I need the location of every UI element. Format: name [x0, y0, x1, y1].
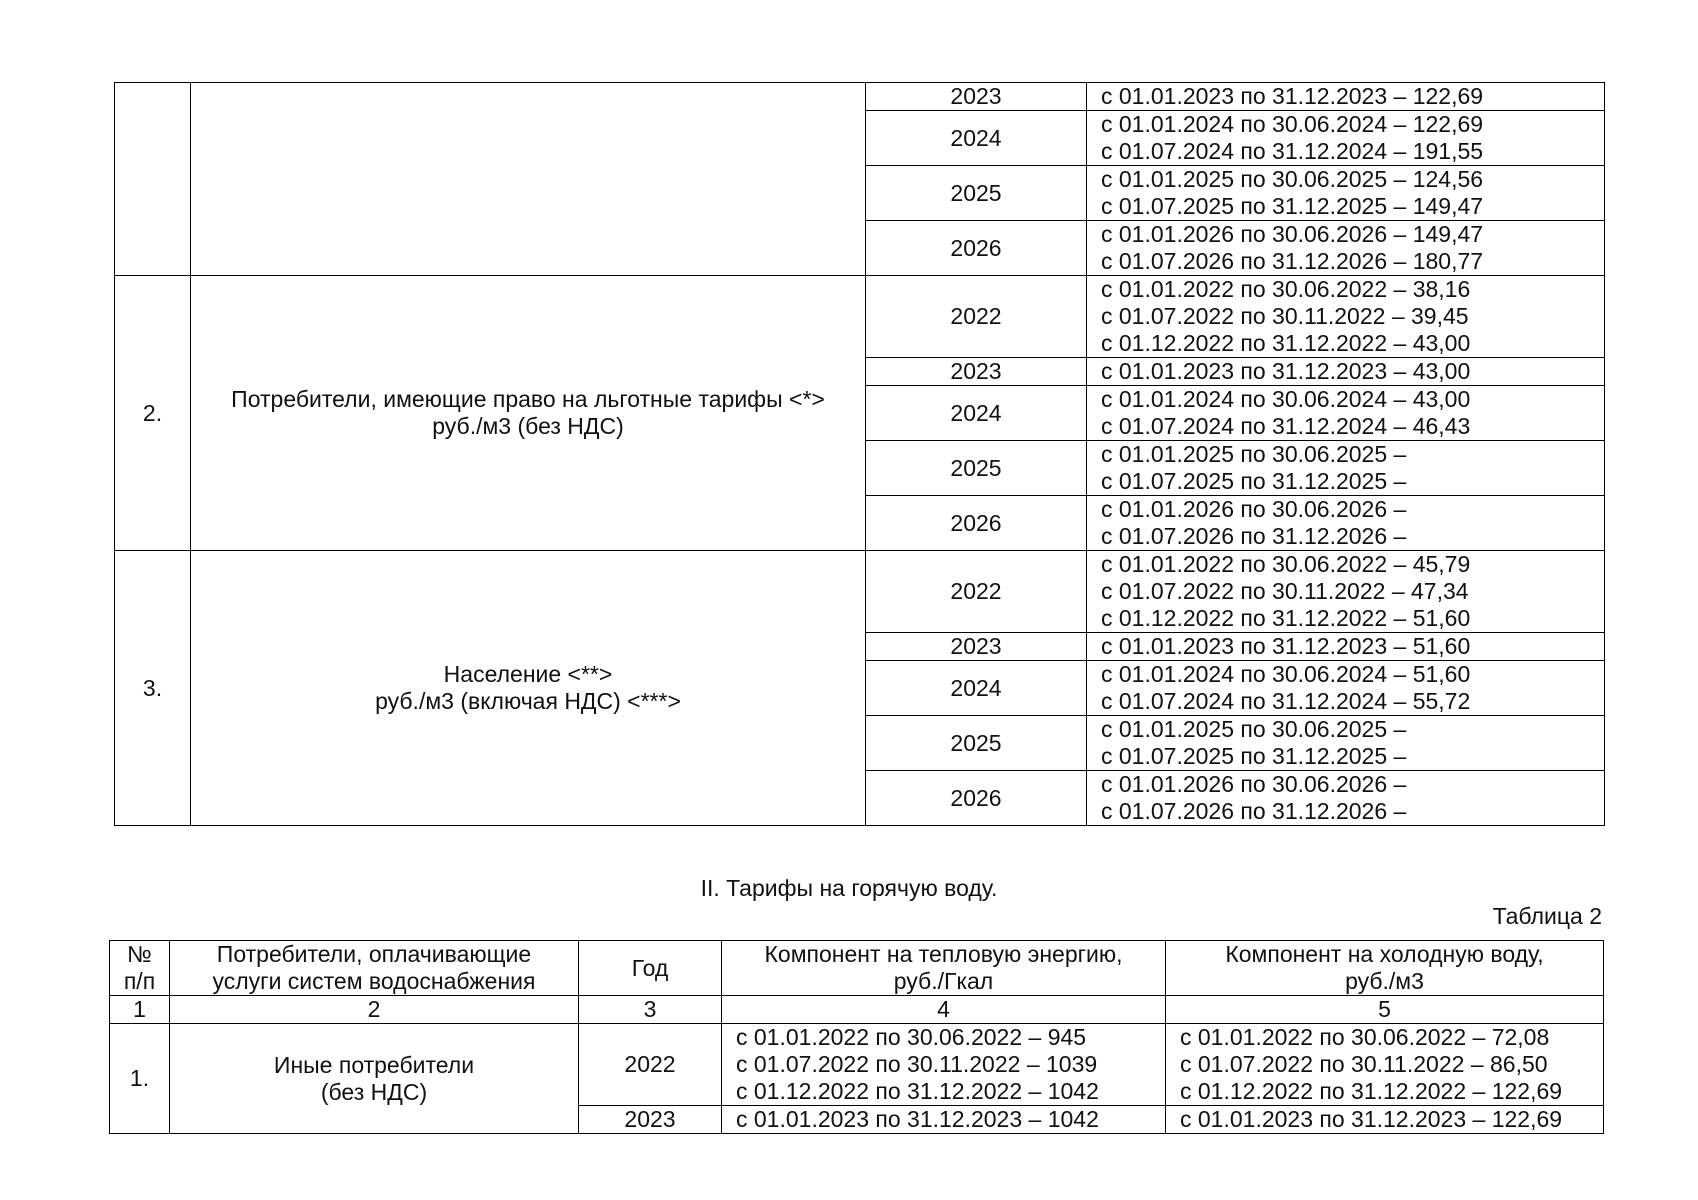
year-cell: 2026: [866, 496, 1087, 551]
cold-tariff-periods: с 01.01.2022 по 30.06.2022 – 72,08 с 01.07.2022 по 30.11.2022 – 86,50 с 01.12.2022 по 31.12.2022 – 122,69: [1166, 1024, 1604, 1106]
table-number-label: Таблица 2: [1492, 903, 1602, 929]
consumer-label: [191, 83, 866, 276]
year-cell: 2024: [866, 111, 1087, 166]
tariff-periods: с 01.01.2024 по 30.06.2024 – 122,69 с 01.07.2024 по 31.12.2024 – 191,55: [1087, 111, 1605, 166]
column-number: 3: [579, 996, 722, 1024]
tariff-periods: с 01.01.2025 по 30.06.2025 – с 01.07.2025 по 31.12.2025 –: [1087, 441, 1605, 496]
header-heat-component: Компонент на тепловую энергию, руб./Гкал: [722, 941, 1166, 996]
heat-tariff-periods: с 01.01.2022 по 30.06.2022 – 945 с 01.07.2022 по 30.11.2022 – 1039 с 01.12.2022 по 31.12.2022 – 1042: [722, 1024, 1166, 1106]
column-number: 1: [110, 996, 170, 1024]
tariff-periods: с 01.01.2025 по 30.06.2025 – с 01.07.2025 по 31.12.2025 –: [1087, 716, 1605, 771]
tariff-periods: с 01.01.2022 по 30.06.2022 – 45,79 с 01.07.2022 по 30.11.2022 – 47,34 с 01.12.2022 по 31.12.2022 – 51,60: [1087, 551, 1605, 633]
section-heading: II. Тарифы на горячую воду.: [700, 875, 998, 901]
consumer-label: Население <**> руб./м3 (включая НДС) <***>: [191, 551, 866, 826]
table-row: [115, 83, 1605, 111]
heat-tariff-periods: с 01.01.2023 по 31.12.2023 – 1042: [722, 1106, 1166, 1134]
consumer-label: Иные потребители (без НДС): [170, 1024, 579, 1134]
tariff-periods: с 01.01.2026 по 30.06.2026 – с 01.07.2026 по 31.12.2026 –: [1087, 496, 1605, 551]
row-number: 2.: [115, 276, 191, 551]
row-number: [115, 83, 191, 276]
tariff-periods: с 01.01.2024 по 30.06.2024 – 51,60 с 01.07.2024 по 31.12.2024 – 55,72: [1087, 661, 1605, 716]
tariff-periods: с 01.01.2023 по 31.12.2023 – 51,60: [1087, 633, 1605, 661]
row-number: 3.: [115, 551, 191, 826]
table-row: [110, 1024, 1604, 1106]
header-consumers: Потребители, оплачивающие услуги систем водоснабжения: [170, 941, 579, 996]
consumer-label: Потребители, имеющие право на льготные тарифы <*> руб./м3 (без НДС): [191, 276, 866, 551]
tariff-table-2: [109, 940, 1604, 1134]
tariff-periods: с 01.01.2026 по 30.06.2026 – с 01.07.2026 по 31.12.2026 –: [1087, 771, 1605, 826]
year-cell: 2025: [866, 716, 1087, 771]
year-cell: 2022: [866, 551, 1087, 633]
year-cell: 2022: [579, 1024, 722, 1106]
year-cell: 2025: [866, 166, 1087, 221]
tariff-periods: с 01.01.2026 по 30.06.2026 – 149,47 с 01.07.2026 по 31.12.2026 – 180,77: [1087, 221, 1605, 276]
column-number: 4: [722, 996, 1166, 1024]
column-number: 5: [1166, 996, 1604, 1024]
tariff-periods: с 01.01.2025 по 30.06.2025 – 124,56 с 01.07.2025 по 31.12.2025 – 149,47: [1087, 166, 1605, 221]
cold-tariff-periods: с 01.01.2023 по 31.12.2023 – 122,69: [1166, 1106, 1604, 1134]
table-row: [115, 276, 1605, 358]
year-cell: 2024: [866, 661, 1087, 716]
year-cell: 2024: [866, 386, 1087, 441]
year-cell: 2022: [866, 276, 1087, 358]
tariff-periods: с 01.01.2023 по 31.12.2023 – 43,00: [1087, 358, 1605, 386]
row-number: 1.: [110, 1024, 170, 1134]
tariff-periods: с 01.01.2024 по 30.06.2024 – 43,00 с 01.07.2024 по 31.12.2024 – 46,43: [1087, 386, 1605, 441]
table-header-row: [110, 941, 1604, 996]
year-cell: 2026: [866, 221, 1087, 276]
year-cell: 2023: [579, 1106, 722, 1134]
header-cold-component: Компонент на холодную воду, руб./м3: [1166, 941, 1604, 996]
year-cell: 2023: [866, 633, 1087, 661]
year-cell: 2023: [866, 83, 1087, 111]
table-row: [115, 551, 1605, 633]
tariff-periods: с 01.01.2023 по 31.12.2023 – 122,69: [1087, 83, 1605, 111]
tariff-periods: с 01.01.2022 по 30.06.2022 – 38,16 с 01.07.2022 по 30.11.2022 – 39,45 с 01.12.2022 по 31.12.2022 – 43,00: [1087, 276, 1605, 358]
header-number: № п/п: [110, 941, 170, 996]
tariff-table-1: [114, 82, 1605, 826]
year-cell: 2025: [866, 441, 1087, 496]
column-number: 2: [170, 996, 579, 1024]
year-cell: 2026: [866, 771, 1087, 826]
header-year: Год: [579, 941, 722, 996]
year-cell: 2023: [866, 358, 1087, 386]
column-number-row: [110, 996, 1604, 1024]
